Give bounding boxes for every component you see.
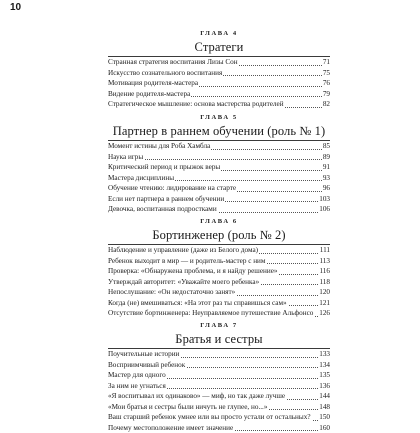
chapter-label: ГЛАВА 5 [108, 114, 330, 121]
toc-entry [108, 256, 330, 267]
entry-page-number: 76 [322, 78, 330, 89]
toc-entry [108, 391, 330, 402]
entry-page-number: 103 [318, 194, 330, 205]
toc-entry [108, 204, 330, 215]
entry-page-number: 150 [318, 412, 330, 423]
toc-entry [108, 308, 330, 319]
toc-entry [108, 78, 330, 89]
entry-title: Видение родителя-мастера [108, 89, 191, 100]
entry-title: Если нет партнера в раннем обучении [108, 194, 225, 205]
toc-entry [108, 298, 330, 309]
toc-entry [108, 360, 330, 371]
entry-title: «Мои братья и сестры были ничуть не глупее, но...» [108, 402, 268, 413]
entry-page-number: 148 [318, 402, 330, 413]
toc-entry [108, 183, 330, 194]
entry-page-number: 93 [322, 173, 330, 184]
chapter-entries [108, 349, 330, 433]
entry-title: Наблюдение и управление (даже из Белого дома) [108, 245, 259, 256]
entry-page-number: 106 [318, 204, 330, 215]
entry-page-number: 136 [318, 381, 330, 392]
entry-page-number: 133 [318, 349, 330, 360]
page-number: 10 [10, 2, 21, 13]
toc-entry [108, 287, 330, 298]
toc-entry [108, 349, 330, 360]
entry-title: Стратегическое мышление: основа мастерства родителей [108, 99, 285, 110]
entry-title: Мотивация родителя-мастера [108, 78, 199, 89]
entry-title: «Я воспитывал их одинаково» — миф, но так даже лучше [108, 391, 286, 402]
entry-title: Обучение чтению: лидирование на старте [108, 183, 237, 194]
chapter-label: ГЛАВА 4 [108, 30, 330, 37]
entry-title: Утверждай авторитет: «Уважайте моего ребенка» [108, 277, 260, 288]
entry-page-number: 135 [318, 370, 330, 381]
entry-page-number: 120 [318, 287, 330, 298]
toc-entry [108, 245, 330, 256]
entry-title: Проверка: «Обнаружена проблема, и я найду решение» [108, 266, 278, 277]
toc-entry [108, 99, 330, 110]
toc-entry [108, 152, 330, 163]
toc-entry [108, 277, 330, 288]
chapter-label: ГЛАВА 6 [108, 218, 330, 225]
entry-title: Момент истины для Роба Хамбла [108, 141, 211, 152]
entry-title: Ребенок выходит в мир — и родитель-мастер с ним [108, 256, 266, 267]
entry-page-number: 126 [318, 308, 330, 319]
entry-page-number: 160 [318, 423, 330, 433]
entry-page-number: 91 [322, 162, 330, 173]
entry-title: Странная стратегия воспитания Лизы Сон [108, 57, 239, 68]
entry-page-number: 89 [322, 152, 330, 163]
entry-title: Почему местоположение имеет значение [108, 423, 234, 433]
entry-title: Мастера дисциплины [108, 173, 175, 184]
entry-title: За ним не угнаться [108, 381, 167, 392]
chapter-entries [108, 141, 330, 215]
toc-entry [108, 173, 330, 184]
entry-title: Когда (не) вмешиваться: «На этот раз ты справишься сам» [108, 298, 288, 309]
entry-title: Критический период и прыжок веры [108, 162, 221, 173]
toc-entry [108, 68, 330, 79]
entry-page-number: 113 [318, 256, 330, 267]
toc-entry [108, 162, 330, 173]
toc-entry [108, 141, 330, 152]
chapter-label: ГЛАВА 7 [108, 322, 330, 329]
entry-page-number: 111 [319, 245, 330, 256]
toc-entry [108, 194, 330, 205]
entry-page-number: 96 [322, 183, 330, 194]
toc-entry [108, 370, 330, 381]
entry-page-number: 134 [318, 360, 330, 371]
toc-entry [108, 57, 330, 68]
entry-page-number: 75 [322, 68, 330, 79]
entry-page-number: 79 [322, 89, 330, 100]
chapter-title: Братья и сестры [108, 332, 330, 347]
chapter-entries [108, 57, 330, 110]
chapter-entries [108, 245, 330, 319]
entry-title: Девочка, воспитанная подростками [108, 204, 218, 215]
entry-page-number: 85 [322, 141, 330, 152]
entry-title: Непослушание: «Он недостаточно занят» [108, 287, 236, 298]
entry-page-number: 82 [322, 99, 330, 110]
entry-title: Поучительные истории [108, 349, 180, 360]
entry-page-number: 116 [318, 266, 330, 277]
toc-entry [108, 412, 330, 423]
toc-entry [108, 423, 330, 433]
chapter-title: Партнер в раннем обучении (роль № 1) [108, 124, 330, 139]
entry-title: Мастер для одного [108, 370, 167, 381]
chapter-title: Бортинженер (роль № 2) [108, 228, 330, 243]
toc-entry [108, 89, 330, 100]
entry-title: Наука игры [108, 152, 144, 163]
toc-entry [108, 266, 330, 277]
toc-entry [108, 381, 330, 392]
entry-page-number: 71 [322, 57, 330, 68]
entry-page-number: 121 [318, 298, 330, 309]
entry-page-number: 144 [318, 391, 330, 402]
entry-page-number: 118 [318, 277, 330, 288]
chapter-title: Стратеги [108, 40, 330, 55]
entry-title: Восприимчивый ребенок [108, 360, 186, 371]
entry-title: Искусство сознательного воспитания [108, 68, 223, 79]
entry-title: Ваш старший ребенок умнее или вы просто устали от остальных? [108, 412, 312, 423]
toc-entry [108, 402, 330, 413]
entry-title: Отсутствие бортинженера: Неуправляемое путешествие Альфонсо [108, 308, 314, 319]
